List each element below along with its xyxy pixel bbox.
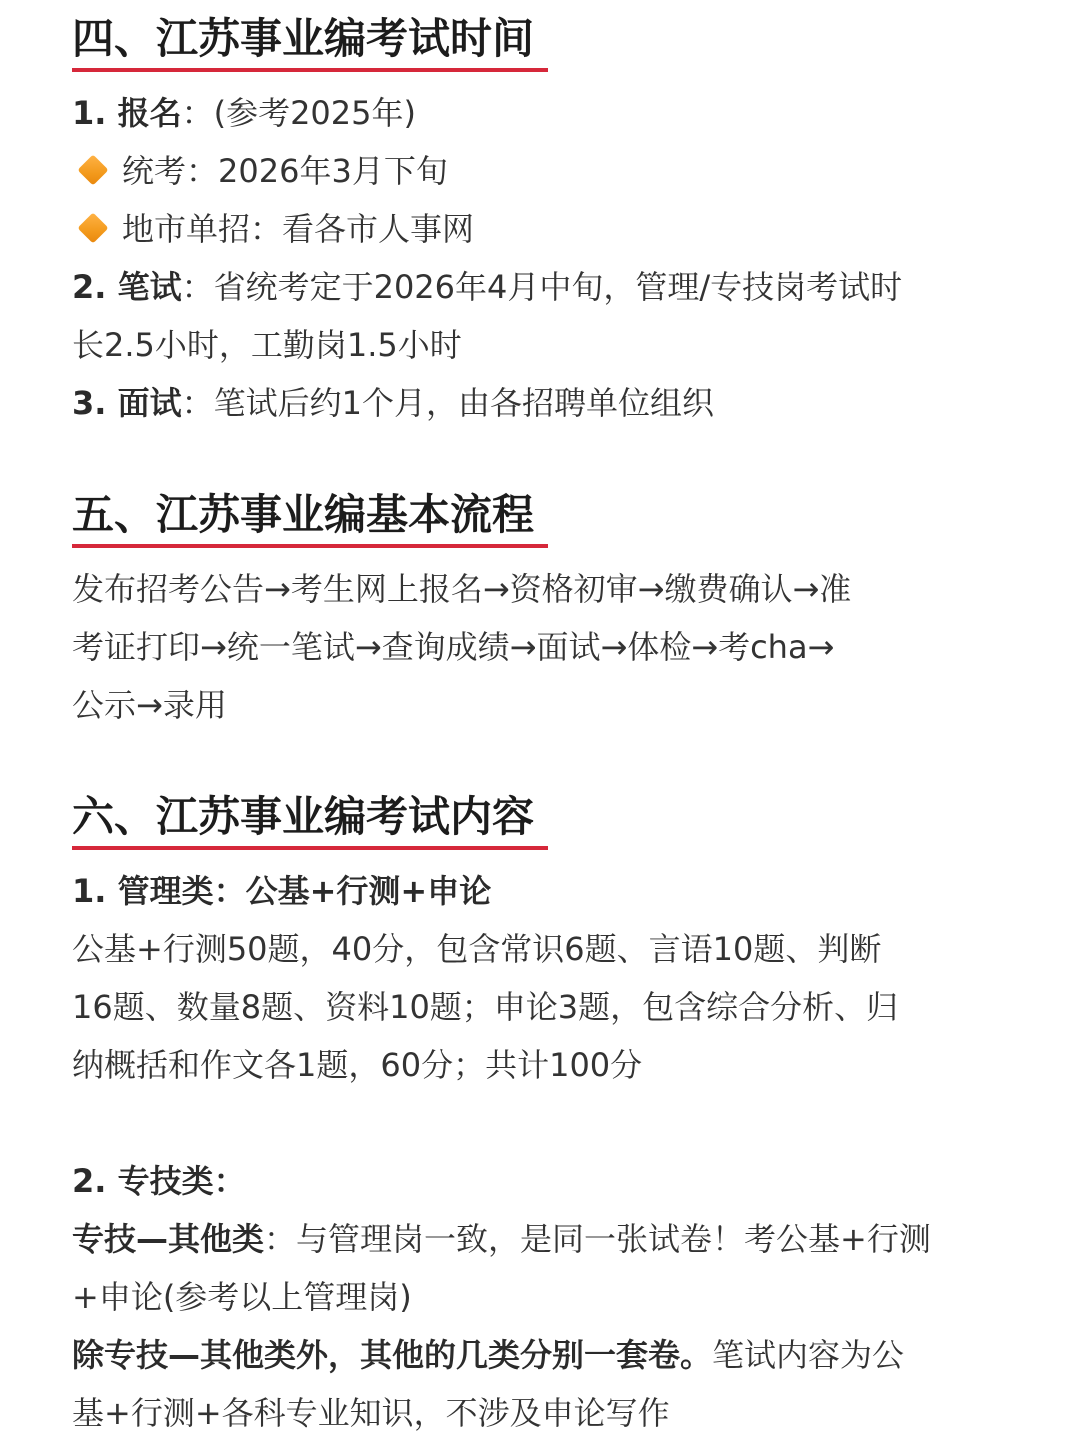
written-exam-line (72, 258, 1022, 316)
process-flow-line-3: 公示→录用 (72, 686, 227, 724)
technical-other-text: ：与管理岗一致，是同一张试卷！考公基+行测 (264, 1220, 931, 1258)
section-exam-time (72, 10, 1022, 432)
local-exam-text: 看各市人事网 (282, 210, 475, 248)
registration-line (72, 84, 1022, 142)
orange-diamond-icon (77, 212, 108, 243)
written-exam-text: ：省统考定于2026年4月中旬，管理/专技岗考试时 (181, 268, 903, 306)
interview-text: ：笔试后约1个月，由各招聘单位组织 (181, 384, 714, 422)
unified-exam-line (72, 142, 1022, 200)
technical-except-cont: 基+行测+各科专业知识，不涉及申论写作 (72, 1394, 670, 1432)
section-title-exam-content: 六、江苏事业编考试内容 (72, 788, 548, 850)
technical-heading: 2. 专技类： (72, 1162, 246, 1200)
process-flow-line-1: 发布招考公告→考生网上报名→资格初审→缴费确认→准 (72, 570, 852, 608)
technical-except-text: 笔试内容为公 (712, 1336, 905, 1374)
management-line-3: 纳概括和作文各1题，60分；共计100分 (72, 1046, 643, 1084)
interview-label: 3. 面试 (72, 384, 182, 422)
written-exam-label: 2. 笔试 (72, 268, 182, 306)
process-flow-line-2: 考证打印→统一笔试→查询成绩→面试→体检→考cha→ (72, 628, 835, 666)
management-line-2: 16题、数量8题、资料10题；申论3题，包含综合分析、归 (72, 988, 899, 1026)
management-heading: 1. 管理类：公基+行测+申论 (72, 872, 492, 910)
written-exam-line-cont: 长2.5小时，工勤岗1.5小时 (72, 326, 462, 364)
unified-exam-text: 2026年3月下旬 (218, 152, 448, 190)
local-exam-label: 地市单招： (122, 210, 283, 248)
section-exam-content (72, 788, 1022, 1442)
technical-except-bold: 除专技—其他类外，其他的几类分别一套卷。 (72, 1336, 713, 1374)
section-title-basic-process: 五、江苏事业编基本流程 (72, 486, 548, 548)
registration-text: ：(参考2025年) (181, 94, 416, 132)
interview-line (72, 374, 1022, 432)
orange-diamond-icon (77, 154, 108, 185)
technical-other-line (72, 1210, 1022, 1268)
unified-exam-label: 统考： (122, 152, 219, 190)
local-exam-line (72, 200, 1022, 258)
section-basic-process (72, 486, 1022, 734)
technical-except-line (72, 1326, 1022, 1384)
technical-other-label: 专技—其他类 (72, 1220, 265, 1258)
management-line-1: 公基+行测50题，40分，包含常识6题、言语10题、判断 (72, 930, 882, 968)
registration-label: 1. 报名 (72, 94, 182, 132)
section-title-exam-time: 四、江苏事业编考试时间 (72, 10, 548, 72)
technical-other-cont: +申论(参考以上管理岗) (72, 1278, 412, 1316)
